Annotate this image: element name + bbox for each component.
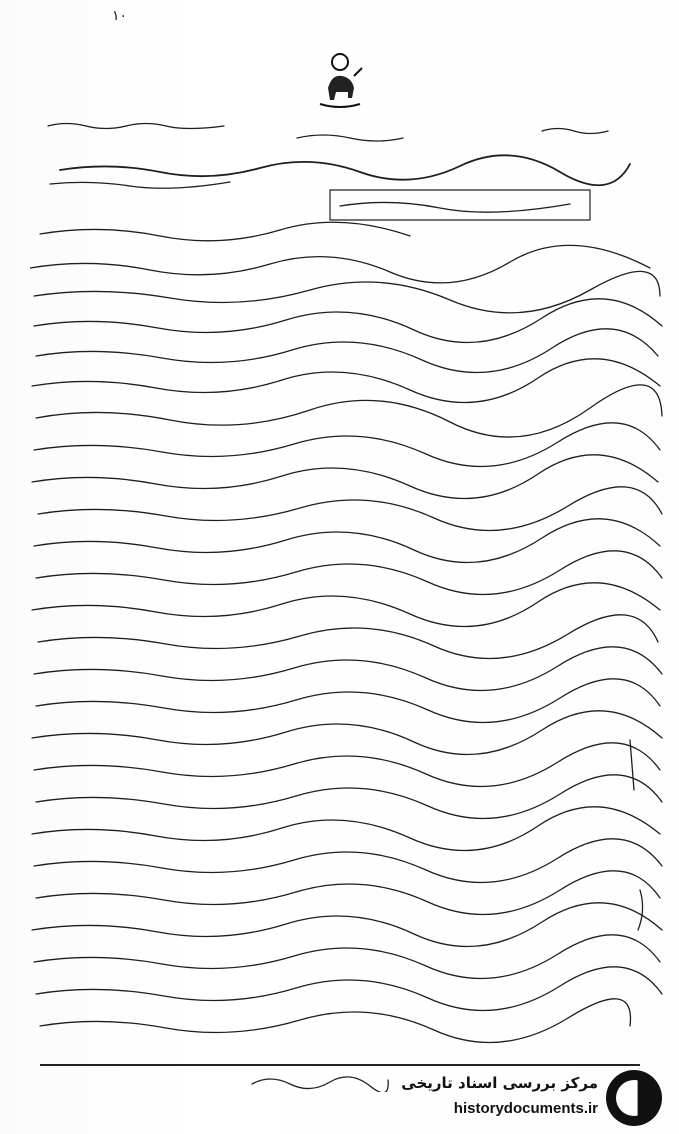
letterhead-number-label [540,124,610,136]
footer-rule [40,1064,640,1066]
handwritten-letter-body [30,150,665,1055]
archive-logo-icon [606,1070,662,1126]
letterhead-center-line [295,130,405,144]
watermark-url: historydocuments.ir [453,1100,598,1117]
signature-scribble [250,1072,390,1092]
watermark-title: مرکز بررسی اسناد تاریخی [401,1074,598,1092]
archive-watermark [380,1068,670,1128]
page-number: ۱۰ [112,8,128,24]
letterhead-org-line [46,118,226,132]
lion-and-sun-emblem-icon [308,48,372,112]
